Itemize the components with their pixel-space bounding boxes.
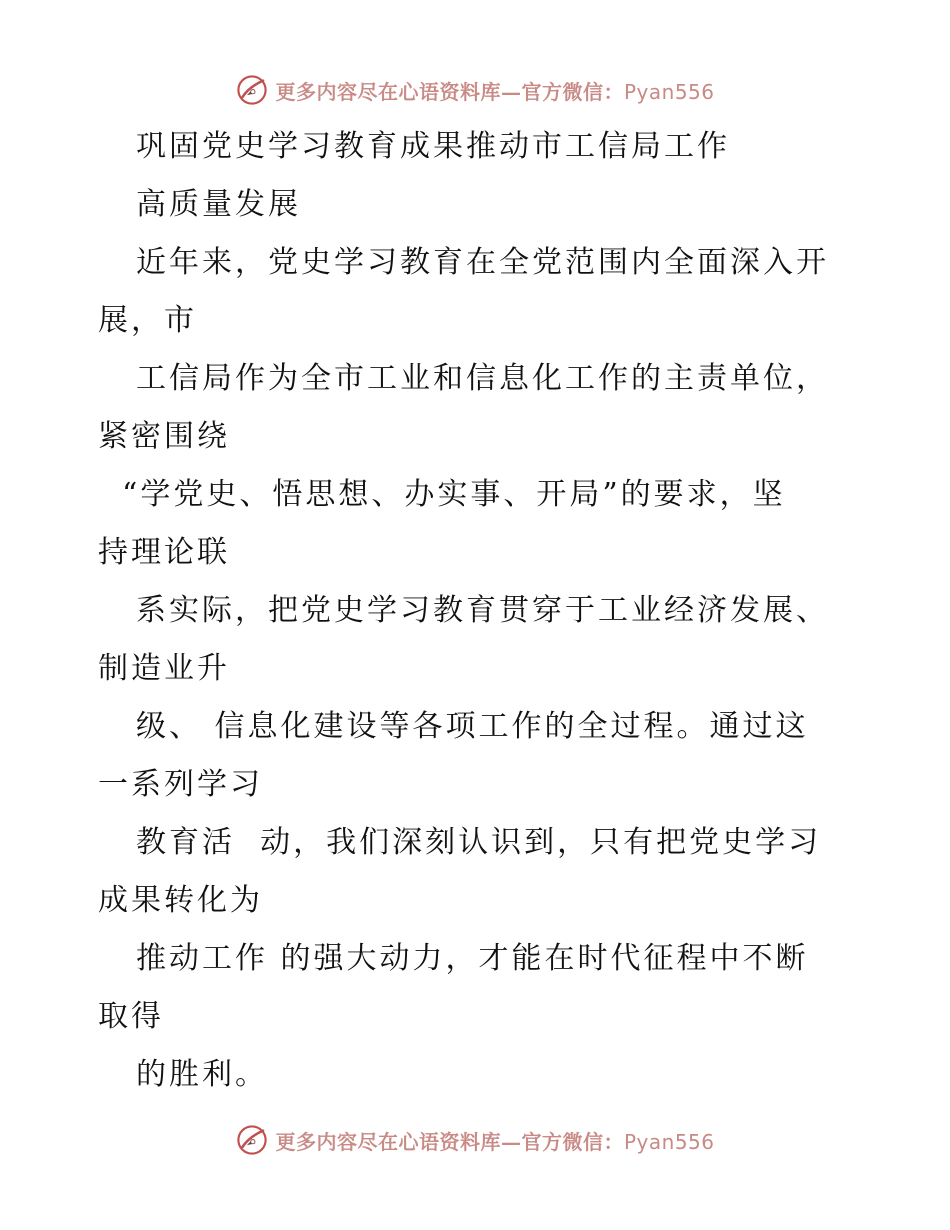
- header-watermark: [0, 70, 950, 110]
- paragraph-line: 一系列学习: [98, 767, 263, 802]
- watermark-text: 更多内容尽在心语资料库—官方微信：Pyan556: [275, 1129, 715, 1154]
- pen-logo-icon: [235, 1123, 269, 1157]
- paragraph-line: 工信局作为全市工业和信息化工作的主责单位，: [136, 361, 829, 396]
- paragraph-line: 级、 信息化建设等各项工作的全过程。通过这: [136, 709, 809, 744]
- document-body: [98, 118, 858, 1104]
- pen-logo-icon: [235, 73, 269, 107]
- paragraph-line: 近年来，党史学习教育在全党范围内全面深入开: [136, 245, 829, 280]
- paragraph-line: 紧密围绕: [98, 419, 230, 454]
- paragraph-line: 教育活 动，我们深刻认识到，只有把党史学习: [136, 825, 822, 860]
- paragraph-line: 展，市: [98, 303, 197, 338]
- paragraph-line: 持理论联: [98, 535, 230, 570]
- title-line-1: 巩固党史学习教育成果推动市工信局工作: [136, 129, 730, 164]
- footer-watermark: [0, 1120, 950, 1160]
- paragraph-line: 系实际，把党史学习教育贯穿于工业经济发展、: [136, 593, 829, 628]
- paragraph-line: 成果转化为: [98, 883, 263, 918]
- paragraph-line: 推动工作 的强大动力，才能在时代征程中不断: [136, 941, 809, 976]
- paragraph-line: 取得: [98, 999, 164, 1034]
- paragraph-line: 制造业升: [98, 651, 230, 686]
- paragraph-line: “学党史、悟思想、办实事、开局”的要求，坚: [122, 477, 786, 512]
- paragraph-line: 的胜利。: [136, 1057, 268, 1092]
- title-line-2: 高质量发展: [136, 187, 301, 222]
- watermark-text: 更多内容尽在心语资料库—官方微信：Pyan556: [275, 79, 715, 104]
